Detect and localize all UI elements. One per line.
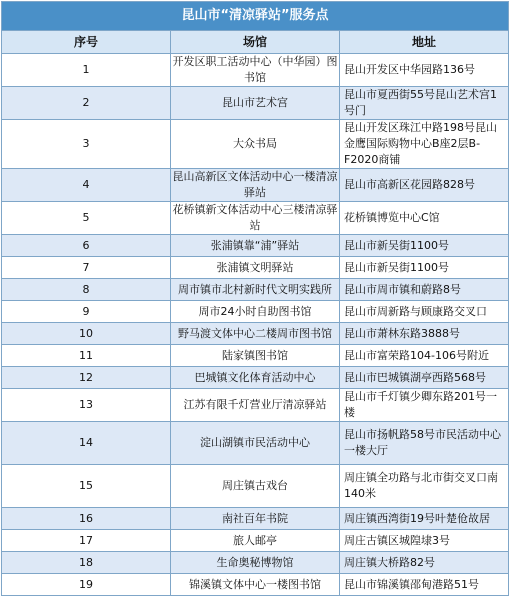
row-index-cell: 10: [2, 323, 171, 345]
row-venue-cell: 生命奥秘博物馆: [171, 552, 340, 574]
header-address: 地址: [340, 31, 509, 54]
table-row: [2, 279, 509, 301]
table-title-row: [2, 2, 509, 31]
row-venue-cell: 张浦镇靠“浦”驿站: [171, 235, 340, 257]
row-venue-cell: 陆家镇图书馆: [171, 345, 340, 367]
table-row: [2, 574, 509, 596]
row-index-cell: 7: [2, 257, 171, 279]
row-venue-cell: 开发区职工活动中心（中华园）图书馆: [171, 54, 340, 87]
row-address-cell: 昆山市夏西街55号昆山艺术宫1号门: [340, 87, 509, 120]
row-venue-cell: 花桥镇新文体活动中心三楼清凉驿站: [171, 202, 340, 235]
row-address-cell: 昆山开发区珠江中路198号昆山金鹰国际购物中心B座2层B-F2020商铺: [340, 120, 509, 169]
row-venue-cell: 巴城镇文化体育活动中心: [171, 367, 340, 389]
row-index-cell: 15: [2, 465, 171, 508]
row-index-cell: 18: [2, 552, 171, 574]
table-row: [2, 87, 509, 120]
row-index-cell: 11: [2, 345, 171, 367]
row-index-cell: 4: [2, 169, 171, 202]
row-index-cell: 16: [2, 508, 171, 530]
header-venue: 场馆: [171, 31, 340, 54]
row-index-cell: 17: [2, 530, 171, 552]
table-row: [2, 235, 509, 257]
row-address-cell: 昆山市千灯镇少卿东路201号一楼: [340, 389, 509, 422]
row-address-cell: 昆山开发区中华园路136号: [340, 54, 509, 87]
table-row: [2, 367, 509, 389]
table-row: [2, 508, 509, 530]
row-venue-cell: 锦溪镇文体中心一楼图书馆: [171, 574, 340, 596]
row-venue-cell: 周市镇市北村新时代文明实践所: [171, 279, 340, 301]
row-index-cell: 13: [2, 389, 171, 422]
table-row: [2, 54, 509, 87]
table-row: [2, 552, 509, 574]
row-venue-cell: 昆山市艺术宫: [171, 87, 340, 120]
row-venue-cell: 淀山湖镇市民活动中心: [171, 422, 340, 465]
row-address-cell: 昆山市周市镇和蔚路8号: [340, 279, 509, 301]
row-address-cell: 花桥镇博览中心C馆: [340, 202, 509, 235]
table-row: [2, 301, 509, 323]
row-address-cell: 昆山市周新路与顾康路交叉口: [340, 301, 509, 323]
row-index-cell: 9: [2, 301, 171, 323]
table-row: [2, 530, 509, 552]
row-venue-cell: 野马渡文体中心二楼周市图书馆: [171, 323, 340, 345]
row-index-cell: 6: [2, 235, 171, 257]
table-row: [2, 323, 509, 345]
row-index-cell: 12: [2, 367, 171, 389]
table-row: [2, 169, 509, 202]
header-index: 序号: [2, 31, 171, 54]
row-index-cell: 14: [2, 422, 171, 465]
row-address-cell: 昆山市新吴街1100号: [340, 257, 509, 279]
row-address-cell: 昆山市巴城镇湖亭西路568号: [340, 367, 509, 389]
row-venue-cell: 周市24小时自助图书馆: [171, 301, 340, 323]
header-row: [2, 31, 509, 54]
row-index-cell: 8: [2, 279, 171, 301]
table-row: [2, 389, 509, 422]
row-address-cell: 昆山市新吴街1100号: [340, 235, 509, 257]
row-address-cell: 昆山市富荣路104-106号附近: [340, 345, 509, 367]
table-title: 昆山市“清凉驿站”服务点: [2, 2, 509, 31]
row-address-cell: 昆山市扬帆路58号市民活动中心一楼大厅: [340, 422, 509, 465]
table-row: [2, 345, 509, 367]
row-venue-cell: 张浦镇文明驿站: [171, 257, 340, 279]
row-index-cell: 2: [2, 87, 171, 120]
row-address-cell: 昆山市萧林东路3888号: [340, 323, 509, 345]
row-venue-cell: 旅人邮亭: [171, 530, 340, 552]
table-row: [2, 120, 509, 169]
row-venue-cell: 周庄镇古戏台: [171, 465, 340, 508]
table-row: [2, 202, 509, 235]
table-row: [2, 422, 509, 465]
row-address-cell: 昆山市锦溪镇邵甸港路51号: [340, 574, 509, 596]
row-address-cell: 周庄镇全功路与北市街交叉口南140米: [340, 465, 509, 508]
row-index-cell: 19: [2, 574, 171, 596]
row-venue-cell: 大众书局: [171, 120, 340, 169]
row-address-cell: 周庄镇西湾街19号叶楚伧故居: [340, 508, 509, 530]
table-row: [2, 257, 509, 279]
service-point-table: [1, 1, 509, 596]
row-address-cell: 周庄镇大桥路82号: [340, 552, 509, 574]
row-index-cell: 5: [2, 202, 171, 235]
row-address-cell: 昆山市高新区花园路828号: [340, 169, 509, 202]
row-venue-cell: 昆山高新区文体活动中心一楼清凉驿站: [171, 169, 340, 202]
row-venue-cell: 南社百年书院: [171, 508, 340, 530]
table-row: [2, 465, 509, 508]
row-index-cell: 1: [2, 54, 171, 87]
row-index-cell: 3: [2, 120, 171, 169]
spreadsheet-view: [0, 1, 510, 591]
row-venue-cell: 江苏有限千灯营业厅清凉驿站: [171, 389, 340, 422]
row-address-cell: 周庄古镇区城隍埭3号: [340, 530, 509, 552]
